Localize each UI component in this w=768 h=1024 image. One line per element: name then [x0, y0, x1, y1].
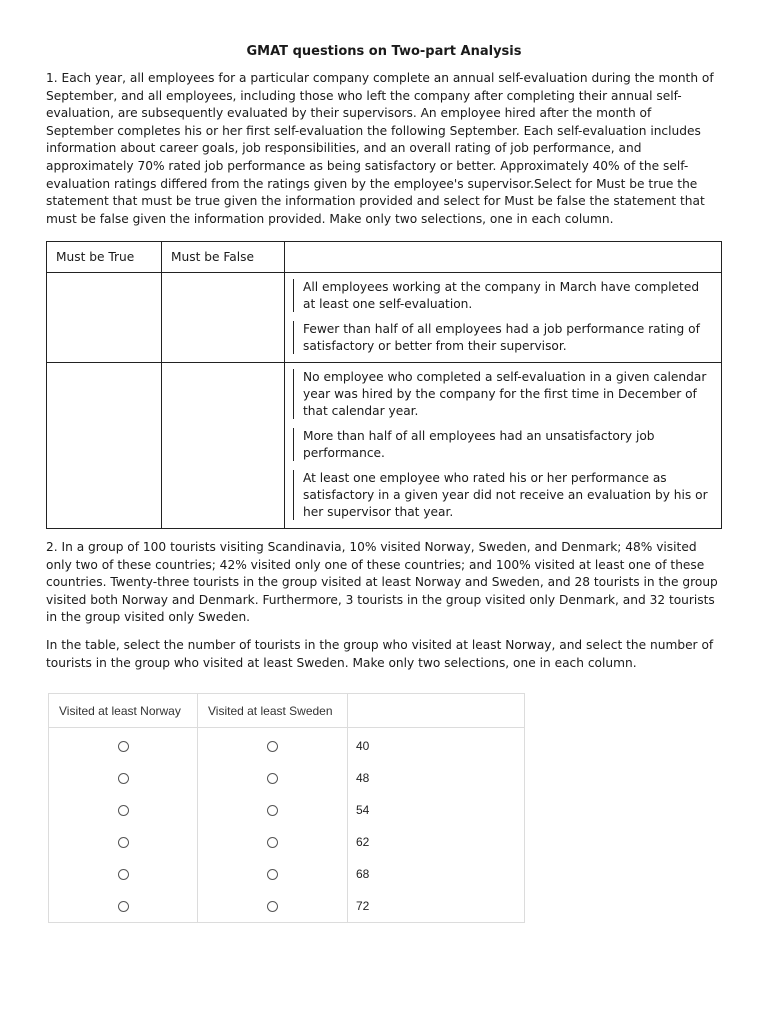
- option-value: 68: [348, 858, 525, 890]
- norway-radio[interactable]: [118, 869, 129, 880]
- statement-option: More than half of all employees had an unsatisfactory job performance.: [293, 428, 721, 461]
- sweden-radio[interactable]: [267, 869, 278, 880]
- question-2-section: [46, 539, 722, 672]
- must-be-false-cell[interactable]: [162, 363, 285, 529]
- table-row: [49, 762, 525, 794]
- question-2-table: [48, 693, 525, 923]
- norway-radio[interactable]: [118, 805, 129, 816]
- table-row: [49, 728, 525, 763]
- must-be-false-cell[interactable]: [162, 273, 285, 363]
- column-header-must-be-false: Must be False: [162, 242, 285, 273]
- table-row: [49, 794, 525, 826]
- column-header-value: [348, 694, 525, 728]
- table-row: [49, 890, 525, 923]
- page-title: GMAT questions on Two-part Analysis: [246, 44, 522, 59]
- statement-option: Fewer than half of all employees had a job performance rating of satisfactory or better from their supervisor.: [293, 321, 721, 354]
- question-1-text: 1. Each year, all employees for a particular company complete an annual self-evaluation during the month of September, and all employees, including those who left the company after completing their annual self-evaluation, are subsequently evaluated by their supervisors. An employee hired after the month of September completes his or her first self-evaluation the following September. Each self-evaluation includes information about career goals, job responsibilities, and an overall rating of job performance, and approximately 70% rated job performance as being satisfactory or better. Approximately 40% of the self-evaluation ratings differed from the ratings given by the employee's supervisor.Select for Must be true the statement that must be true given the information provided and select for Must be false the statement that must be false given the information provided. Make only two selections, one in each column.: [46, 71, 714, 226]
- column-header-sweden: Visited at least Sweden: [198, 694, 348, 728]
- must-be-true-cell[interactable]: [47, 363, 162, 529]
- sweden-radio[interactable]: [267, 741, 278, 752]
- document-page: [46, 42, 722, 913]
- table-row: [49, 826, 525, 858]
- statement-option: At least one employee who rated his or her performance as satisfactory in a given year did not receive an evaluation by his or her supervisor that year.: [293, 470, 721, 520]
- table-row: [49, 858, 525, 890]
- sweden-radio[interactable]: [267, 805, 278, 816]
- column-header-norway: Visited at least Norway: [49, 694, 198, 728]
- norway-radio[interactable]: [118, 741, 129, 752]
- option-value: 72: [348, 890, 525, 923]
- sweden-radio[interactable]: [267, 837, 278, 848]
- statement-option: No employee who completed a self-evaluation in a given calendar year was hired by the company for the first time in December of that calendar year.: [293, 369, 721, 419]
- option-value: 48: [348, 762, 525, 794]
- statement-group: [285, 273, 722, 363]
- question-2-text: 2. In a group of 100 tourists visiting Scandinavia, 10% visited Norway, Sweden, and Denmark; 48% visited only two of these countries; 42% visited only one of these countries; and 100% visited at least one of these countries. Twenty-three tourists in the group visited at least Norway and Sweden, and 28 tourists in the group visited both Norway and Denmark. Furthermore, 3 tourists in the group visited only Denmark, and 32 tourists in the group visited only Sweden.: [46, 540, 718, 625]
- question-1-table: [46, 241, 722, 529]
- sweden-radio[interactable]: [267, 773, 278, 784]
- statement-option: All employees working at the company in March have completed at least one self-evaluation.: [293, 279, 721, 312]
- column-header-statement: [285, 242, 722, 273]
- option-value: 62: [348, 826, 525, 858]
- option-value: 54: [348, 794, 525, 826]
- must-be-true-cell[interactable]: [47, 273, 162, 363]
- norway-radio[interactable]: [118, 837, 129, 848]
- question-2-instructions: In the table, select the number of tourists in the group who visited at least Norway, and select the number of tourists in the group who visited at least Sweden. Make only two selections, one in each column.: [46, 637, 714, 670]
- norway-radio[interactable]: [118, 901, 129, 912]
- norway-radio[interactable]: [118, 773, 129, 784]
- option-value: 40: [348, 728, 525, 763]
- statement-group: [285, 363, 722, 529]
- column-header-must-be-true: Must be True: [47, 242, 162, 273]
- sweden-radio[interactable]: [267, 901, 278, 912]
